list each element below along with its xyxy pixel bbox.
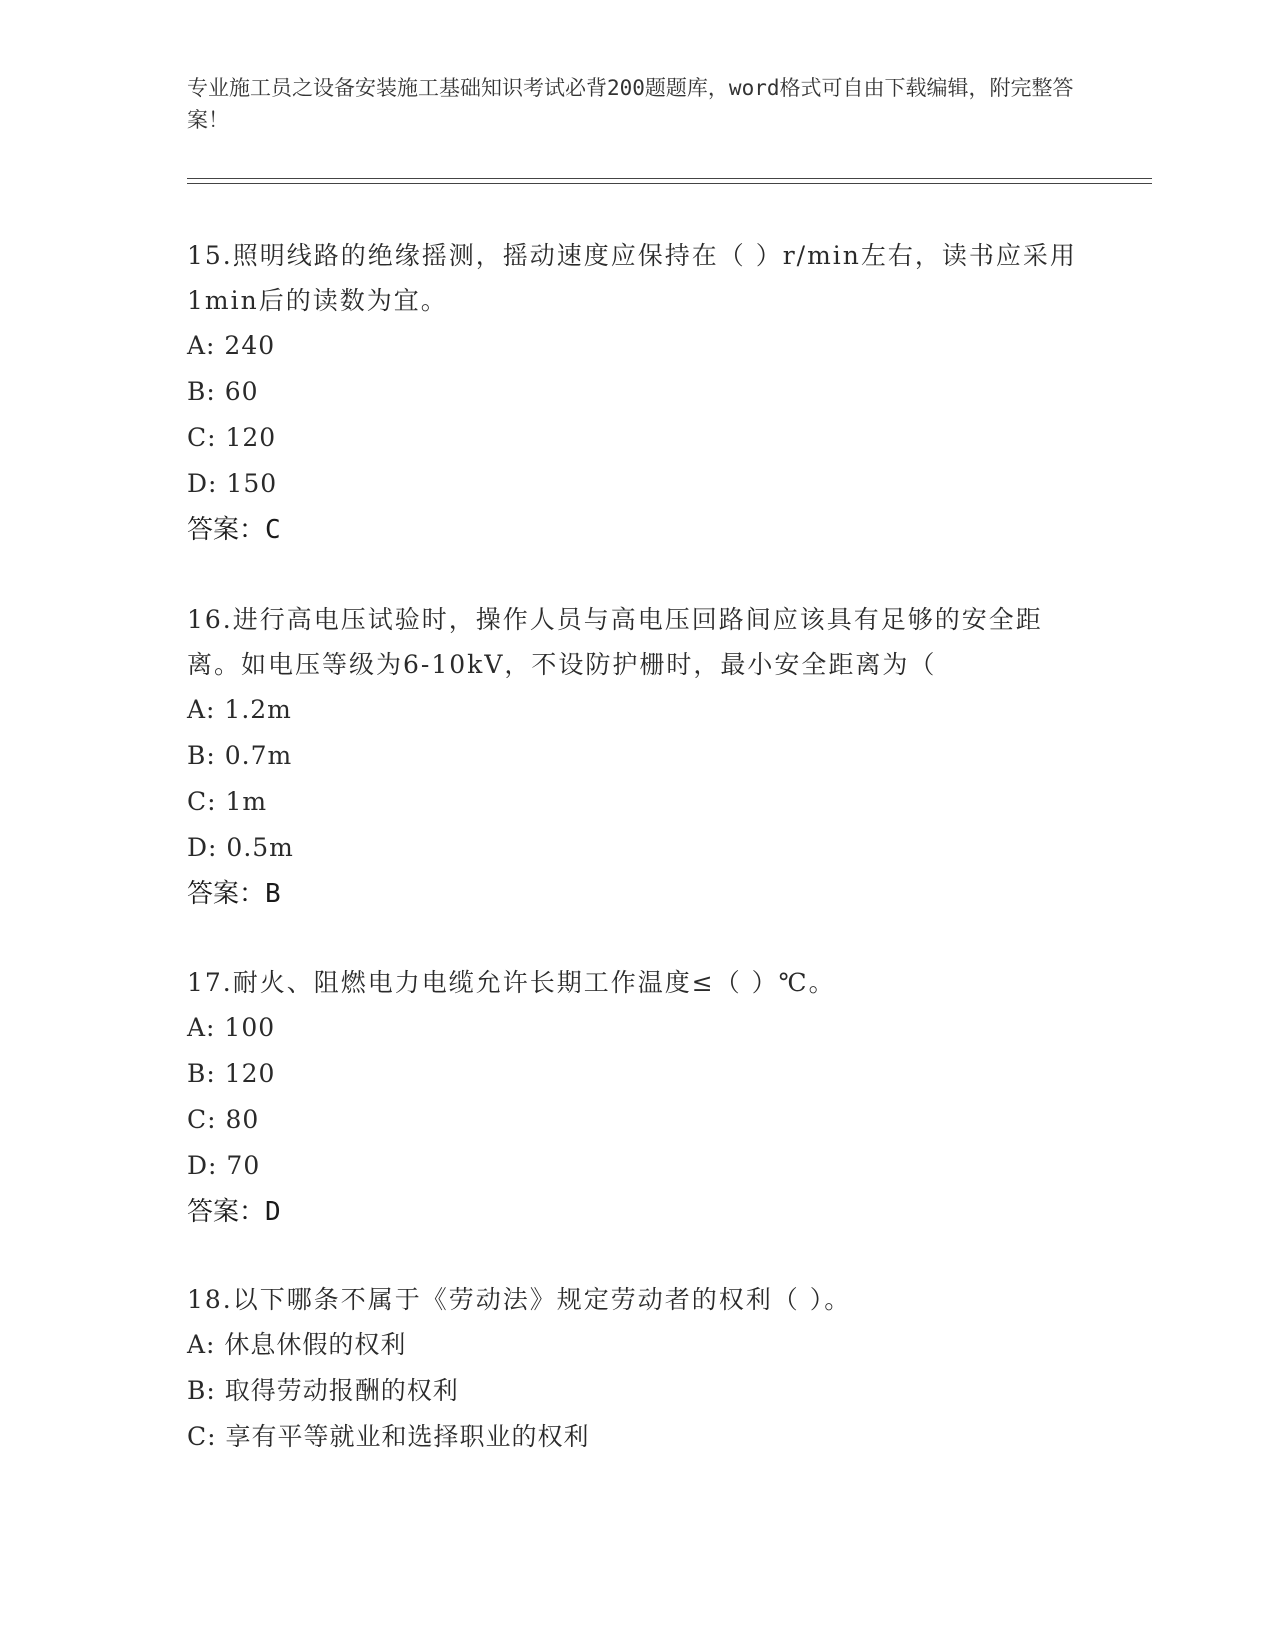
- answer: 答案：D: [187, 1197, 281, 1227]
- option-d: D: 150: [187, 469, 278, 498]
- option-b: B: 0.7m: [187, 741, 293, 770]
- option-d: D: 0.5m: [187, 833, 294, 862]
- question-18: [187, 1277, 1087, 1460]
- option-a: A: 休息休假的权利: [187, 1330, 407, 1359]
- option-a: A: 240: [187, 331, 276, 360]
- header-rule-top: [187, 178, 1152, 179]
- option-b: B: 120: [187, 1059, 276, 1088]
- question-text: 15.照明线路的绝缘摇测，摇动速度应保持在（ ）r/min左右，读书应采用1min后的读数为宜。: [187, 241, 1077, 315]
- option-c: C: 80: [187, 1105, 260, 1134]
- option-a: A: 100: [187, 1013, 276, 1042]
- question-17: [187, 960, 1087, 1235]
- question-15: [187, 233, 1087, 553]
- question-text: 18.以下哪条不属于《劳动法》规定劳动者的权利（ ）。: [187, 1285, 852, 1314]
- question-16: [187, 597, 1087, 917]
- answer: 答案：B: [187, 879, 281, 909]
- option-a: A: 1.2m: [187, 695, 292, 724]
- header-rule-bottom: [187, 183, 1152, 184]
- option-b: B: 取得劳动报酬的权利: [187, 1376, 459, 1405]
- option-b: B: 60: [187, 377, 259, 406]
- answer: 答案：C: [187, 515, 281, 545]
- question-text: 16.进行高电压试验时，操作人员与高电压回路间应该具有足够的安全距离。如电压等级为6-10kV，不设防护栅时，最小安全距离为（: [187, 605, 1043, 679]
- page-header: 专业施工员之设备安装施工基础知识考试必背200题题库，word格式可自由下载编辑，附完整答案！: [187, 76, 1074, 132]
- option-c: C: 享有平等就业和选择职业的权利: [187, 1422, 590, 1451]
- option-c: C: 120: [187, 423, 277, 452]
- option-d: D: 70: [187, 1151, 261, 1180]
- option-c: C: 1m: [187, 787, 268, 816]
- question-text: 17.耐火、阻燃电力电缆允许长期工作温度≤（ ）℃。: [187, 968, 836, 997]
